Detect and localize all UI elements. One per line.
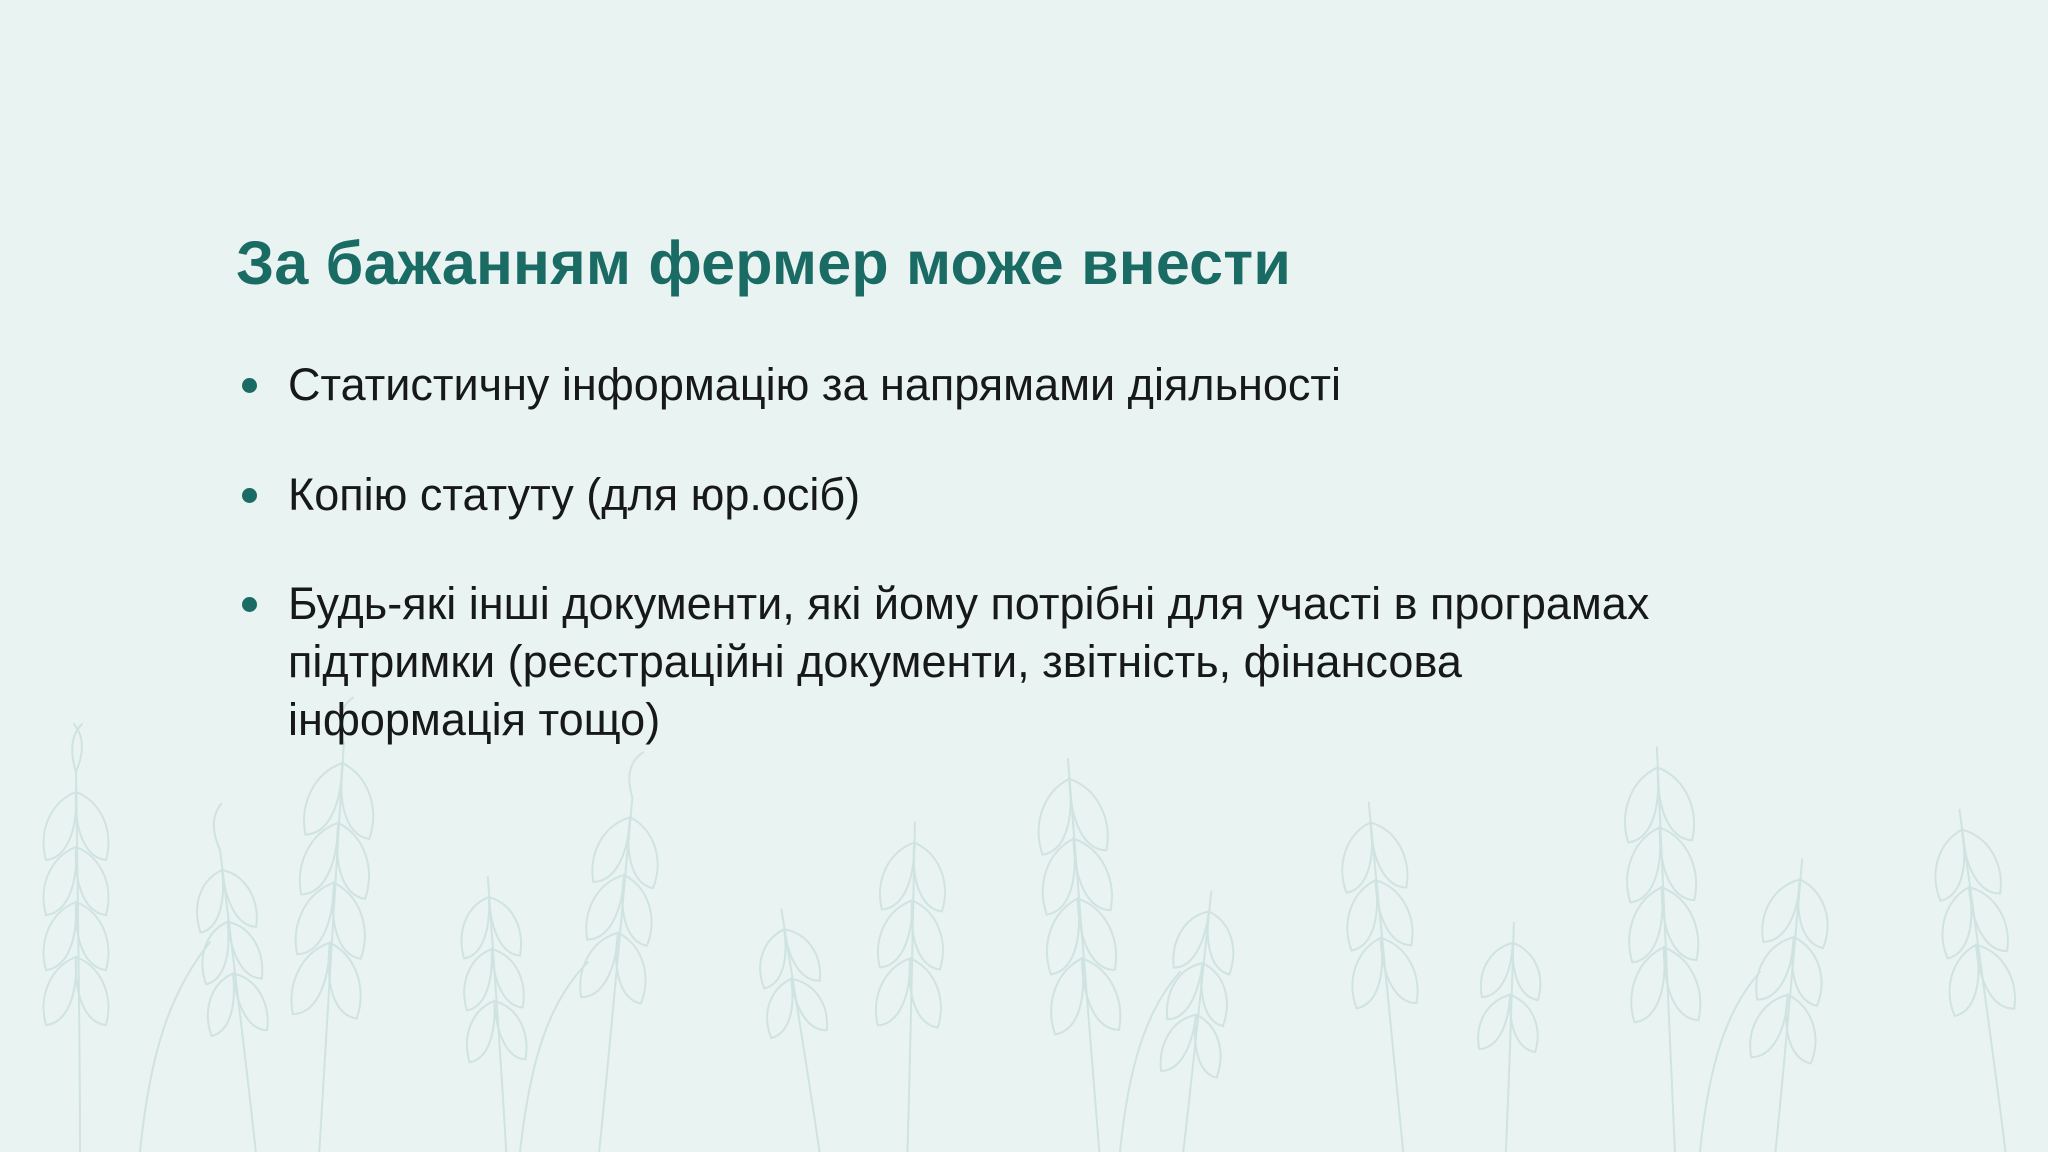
bullet-dot-icon — [242, 597, 257, 612]
list-item-label: Будь-які інші документи, які йому потрібні для участі в програмах підтримки (реєстраційні документи, звітність, фінансова інформація тощо) — [288, 578, 1650, 745]
list-item — [236, 356, 1856, 414]
list-item-label: Копію статуту (для юр.осіб) — [288, 468, 861, 520]
bullet-dot-icon — [242, 488, 257, 503]
list-item — [236, 575, 1856, 748]
bullet-dot-icon — [242, 378, 257, 393]
list-item-label: Статистичну інформацію за напрямами діяльності — [288, 359, 1341, 411]
page-title: За бажанням фермер може внести — [236, 229, 1292, 297]
list-item — [236, 466, 1856, 524]
slide-content — [236, 228, 1856, 748]
bullet-list — [236, 356, 1856, 748]
